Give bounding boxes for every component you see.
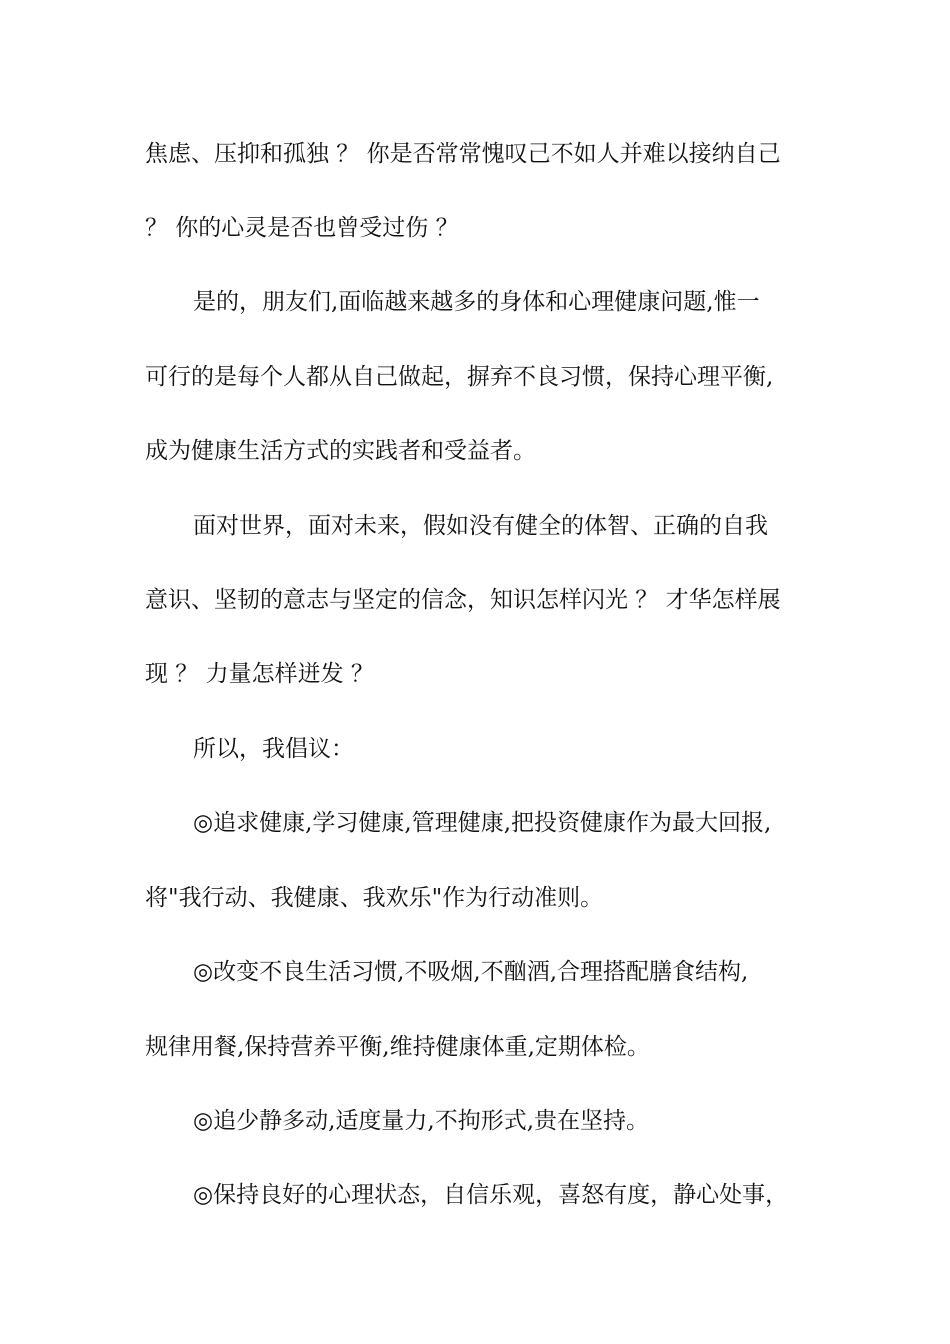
paragraph-line: 成为健康生活方式的实践者和受益者。 (145, 438, 536, 464)
paragraph-line: 意识、坚韧的意志与坚定的信念，知识怎样闪光 ？ 才华怎样展 (145, 587, 781, 613)
paragraph-line: 是的，朋友们,面临越来越多的身体和心理健康问题,惟一 (193, 289, 760, 315)
paragraph-line: ◎追少静多动,适度量力,不拘形式,贵在坚持。 (193, 1108, 650, 1134)
paragraph-line: ◎追求健康,学习健康,管理健康,把投资健康作为最大回报, (193, 810, 772, 836)
paragraph-line: 将"我行动、我健康、我欢乐"作为行动准则。 (145, 885, 604, 911)
paragraph-line: ◎改变不良生活习惯,不吸烟,不酗酒,合理搭配膳食结构, (193, 959, 749, 985)
paragraph-line: 现 ？ 力量怎样迸发 ？ (145, 661, 374, 687)
paragraph-line: 规律用餐,保持营养平衡,维持健康体重,定期体检。 (145, 1034, 650, 1060)
paragraph-line: 焦虑、压抑和孤独 ？ 你是否常常愧叹己不如人并难以接纳自己 (145, 141, 781, 167)
paragraph-line: 所以，我倡议： (193, 736, 354, 762)
paragraph-line: 可行的是每个人都从自己做起，摒弃不良习惯，保持心理平衡, (145, 364, 774, 390)
paragraph-line: ？ 你的心灵是否也曾受过伤 ？ (145, 215, 459, 241)
paragraph-line: 面对世界，面对未来，假如没有健全的体智、正确的自我 (193, 513, 768, 539)
paragraph-line: ◎保持良好的心理状态，自信乐观，喜怒有度，静心处事， (193, 1182, 789, 1208)
